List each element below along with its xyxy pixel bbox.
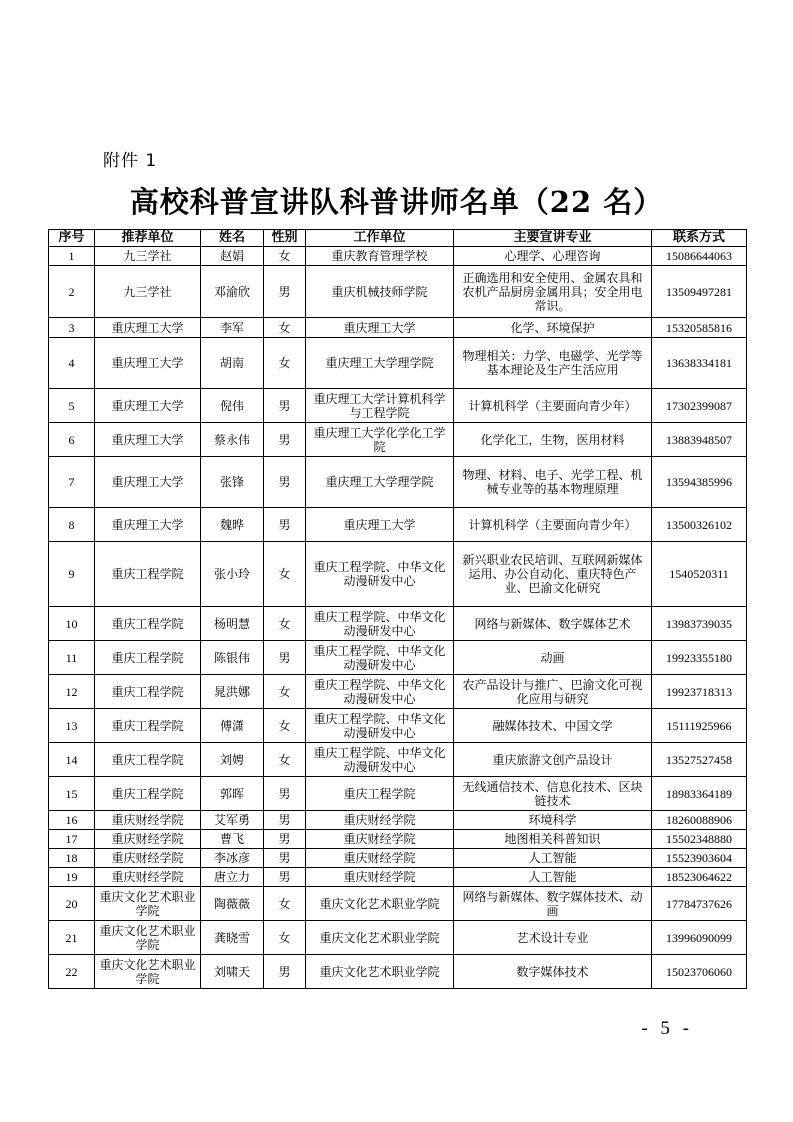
cell-gender: 男 [264,830,306,849]
cell-specialty: 动画 [454,641,652,675]
cell-name: 赵娟 [201,247,264,266]
table-row [49,457,747,508]
cell-contact: 15111925966 [652,709,747,743]
cell-recommending-unit: 重庆理工大学 [95,318,201,338]
cell-index: 13 [49,709,95,743]
cell-recommending-unit: 重庆财经学院 [95,811,201,830]
header-index: 序号 [49,230,95,247]
cell-work-unit: 重庆文化艺术职业学院 [306,955,454,989]
cell-gender: 男 [264,508,306,542]
cell-recommending-unit: 重庆工程学院 [95,641,201,675]
cell-index: 10 [49,607,95,641]
cell-contact: 19923355180 [652,641,747,675]
table-row [49,887,747,921]
cell-contact: 15320585816 [652,318,747,338]
table-row [49,607,747,641]
table-row [49,508,747,542]
lecturer-table [48,229,747,989]
table-row [49,811,747,830]
cell-work-unit: 重庆工程学院、中华文化动漫研发中心 [306,542,454,607]
table-row [49,921,747,955]
cell-specialty: 融媒体技术、中国文学 [454,709,652,743]
cell-work-unit: 重庆理工大学理学院 [306,457,454,508]
cell-work-unit: 重庆工程学院、中华文化动漫研发中心 [306,641,454,675]
cell-index: 11 [49,641,95,675]
cell-index: 2 [49,266,95,318]
cell-name: 陈银伟 [201,641,264,675]
cell-contact: 19923718313 [652,675,747,709]
cell-index: 1 [49,247,95,266]
table-row [49,830,747,849]
cell-contact: 13883948507 [652,423,747,457]
cell-index: 7 [49,457,95,508]
cell-recommending-unit: 重庆文化艺术职业学院 [95,887,201,921]
cell-index: 4 [49,338,95,389]
cell-work-unit: 重庆财经学院 [306,868,454,887]
cell-recommending-unit: 重庆工程学院 [95,542,201,607]
cell-contact: 15086644063 [652,247,747,266]
cell-work-unit: 重庆教育管理学校 [306,247,454,266]
cell-specialty: 农产品设计与推广、巴渝文化可视化应用与研究 [454,675,652,709]
cell-contact: 18983364189 [652,777,747,811]
cell-work-unit: 重庆理工大学理学院 [306,338,454,389]
cell-recommending-unit: 重庆工程学院 [95,675,201,709]
cell-recommending-unit: 重庆财经学院 [95,830,201,849]
cell-work-unit: 重庆工程学院、中华文化动漫研发中心 [306,709,454,743]
cell-gender: 男 [264,849,306,868]
cell-recommending-unit: 重庆财经学院 [95,849,201,868]
cell-index: 9 [49,542,95,607]
cell-recommending-unit: 重庆理工大学 [95,423,201,457]
cell-specialty: 心理学、心理咨询 [454,247,652,266]
cell-index: 17 [49,830,95,849]
cell-specialty: 新兴职业农民培训、互联网新媒体运用、办公自动化、重庆特色产业、巴渝文化研究 [454,542,652,607]
cell-contact: 13996090099 [652,921,747,955]
cell-contact: 13527527458 [652,743,747,777]
cell-work-unit: 重庆财经学院 [306,811,454,830]
cell-index: 21 [49,921,95,955]
cell-gender: 男 [264,266,306,318]
cell-specialty: 网络与新媒体、数字媒体艺术 [454,607,652,641]
cell-specialty: 重庆旅游文创产品设计 [454,743,652,777]
cell-name: 陶薇薇 [201,887,264,921]
cell-work-unit: 重庆财经学院 [306,830,454,849]
cell-index: 6 [49,423,95,457]
cell-index: 16 [49,811,95,830]
table-row [49,675,747,709]
cell-contact: 18523064622 [652,868,747,887]
cell-contact: 15023706060 [652,955,747,989]
cell-gender: 女 [264,675,306,709]
cell-specialty: 化学、环境保护 [454,318,652,338]
cell-work-unit: 重庆工程学院、中华文化动漫研发中心 [306,743,454,777]
cell-specialty: 人工智能 [454,849,652,868]
cell-gender: 男 [264,641,306,675]
table-row [49,423,747,457]
cell-index: 8 [49,508,95,542]
cell-index: 20 [49,887,95,921]
cell-name: 李军 [201,318,264,338]
cell-work-unit: 重庆理工大学化学化工学院 [306,423,454,457]
cell-name: 唐立力 [201,868,264,887]
cell-name: 傅潇 [201,709,264,743]
cell-specialty: 艺术设计专业 [454,921,652,955]
cell-name: 曹飞 [201,830,264,849]
cell-name: 魏晔 [201,508,264,542]
cell-work-unit: 重庆工程学院、中华文化动漫研发中心 [306,675,454,709]
cell-recommending-unit: 重庆理工大学 [95,508,201,542]
cell-name: 倪伟 [201,389,264,423]
cell-contact: 13638334181 [652,338,747,389]
cell-work-unit: 重庆文化艺术职业学院 [306,921,454,955]
table-row [49,318,747,338]
cell-index: 19 [49,868,95,887]
cell-specialty: 无线通信技术、信息化技术、区块链技术 [454,777,652,811]
cell-recommending-unit: 重庆工程学院 [95,777,201,811]
cell-index: 3 [49,318,95,338]
cell-specialty: 数字媒体技术 [454,955,652,989]
cell-gender: 男 [264,868,306,887]
cell-gender: 男 [264,389,306,423]
cell-name: 李冰彦 [201,849,264,868]
table-row [49,709,747,743]
cell-name: 郭晖 [201,777,264,811]
cell-specialty: 计算机科学（主要面向青少年） [454,508,652,542]
header-work-unit: 工作单位 [306,230,454,247]
attachment-label: 附件 1 [103,151,158,171]
cell-specialty: 物理相关：力学、电磁学、光学等基本理论及生产生活应用 [454,338,652,389]
cell-gender: 男 [264,777,306,811]
cell-work-unit: 重庆理工大学计算机科学与工程学院 [306,389,454,423]
cell-recommending-unit: 重庆财经学院 [95,868,201,887]
cell-index: 12 [49,675,95,709]
cell-recommending-unit: 重庆文化艺术职业学院 [95,921,201,955]
cell-name: 晁洪娜 [201,675,264,709]
table-row [49,777,747,811]
document-title: 高校科普宣讲队科普讲师名单（22 名） [129,185,664,219]
cell-contact: 15502348880 [652,830,747,849]
cell-contact: 18260088906 [652,811,747,830]
cell-specialty: 化学化工，生物，医用材料 [454,423,652,457]
table-row [49,389,747,423]
cell-recommending-unit: 九三学社 [95,247,201,266]
cell-gender: 女 [264,743,306,777]
cell-specialty: 正确选用和安全使用、金属农具和农机产品厨房金属用具；安全用电常识。 [454,266,652,318]
cell-name: 张小玲 [201,542,264,607]
table-row [49,266,747,318]
cell-specialty: 网络与新媒体、数字媒体技术、动画 [454,887,652,921]
cell-gender: 女 [264,338,306,389]
cell-name: 龚晓雪 [201,921,264,955]
cell-work-unit: 重庆理工大学 [306,318,454,338]
cell-work-unit: 重庆工程学院 [306,777,454,811]
cell-gender: 男 [264,955,306,989]
cell-name: 刘娉 [201,743,264,777]
cell-index: 5 [49,389,95,423]
table-header-row [49,230,747,247]
cell-index: 14 [49,743,95,777]
cell-specialty: 计算机科学（主要面向青少年） [454,389,652,423]
cell-gender: 男 [264,457,306,508]
cell-gender: 女 [264,607,306,641]
cell-index: 18 [49,849,95,868]
cell-work-unit: 重庆理工大学 [306,508,454,542]
cell-contact: 13594385996 [652,457,747,508]
cell-recommending-unit: 重庆理工大学 [95,338,201,389]
cell-contact: 17302399087 [652,389,747,423]
cell-name: 邓渝欣 [201,266,264,318]
cell-recommending-unit: 重庆工程学院 [95,607,201,641]
cell-name: 杨明慧 [201,607,264,641]
cell-index: 15 [49,777,95,811]
cell-gender: 女 [264,921,306,955]
cell-work-unit: 重庆文化艺术职业学院 [306,887,454,921]
cell-work-unit: 重庆机械技师学院 [306,266,454,318]
cell-contact: 17784737626 [652,887,747,921]
cell-name: 蔡永伟 [201,423,264,457]
cell-gender: 女 [264,542,306,607]
cell-specialty: 物理、材料、电子、光学工程、机械专业等的基本物理原理 [454,457,652,508]
cell-gender: 女 [264,887,306,921]
cell-gender: 男 [264,423,306,457]
header-recommending-unit: 推荐单位 [95,230,201,247]
cell-gender: 女 [264,318,306,338]
cell-recommending-unit: 重庆理工大学 [95,457,201,508]
table-row [49,849,747,868]
cell-name: 艾军勇 [201,811,264,830]
cell-index: 22 [49,955,95,989]
cell-contact: 1540520311 [652,542,747,607]
cell-contact: 15523903604 [652,849,747,868]
header-contact: 联系方式 [652,230,747,247]
table-row [49,743,747,777]
cell-specialty: 人工智能 [454,868,652,887]
cell-name: 张锋 [201,457,264,508]
cell-recommending-unit: 重庆理工大学 [95,389,201,423]
cell-work-unit: 重庆工程学院、中华文化动漫研发中心 [306,607,454,641]
cell-specialty: 地图相关科普知识 [454,830,652,849]
cell-gender: 女 [264,709,306,743]
header-gender: 性别 [264,230,306,247]
header-specialty: 主要宣讲专业 [454,230,652,247]
table-row [49,542,747,607]
cell-recommending-unit: 重庆文化艺术职业学院 [95,955,201,989]
header-name: 姓名 [201,230,264,247]
cell-recommending-unit: 九三学社 [95,266,201,318]
table-row [49,338,747,389]
cell-work-unit: 重庆财经学院 [306,849,454,868]
cell-recommending-unit: 重庆工程学院 [95,743,201,777]
cell-gender: 女 [264,247,306,266]
table-row [49,641,747,675]
cell-contact: 13509497281 [652,266,747,318]
table-row [49,955,747,989]
table-row [49,247,747,266]
cell-name: 胡南 [201,338,264,389]
cell-name: 刘啸天 [201,955,264,989]
cell-contact: 13500326102 [652,508,747,542]
table-row [49,868,747,887]
cell-contact: 13983739035 [652,607,747,641]
cell-gender: 男 [264,811,306,830]
page-number: - 5 - [641,1018,693,1039]
cell-specialty: 环境科学 [454,811,652,830]
cell-recommending-unit: 重庆工程学院 [95,709,201,743]
